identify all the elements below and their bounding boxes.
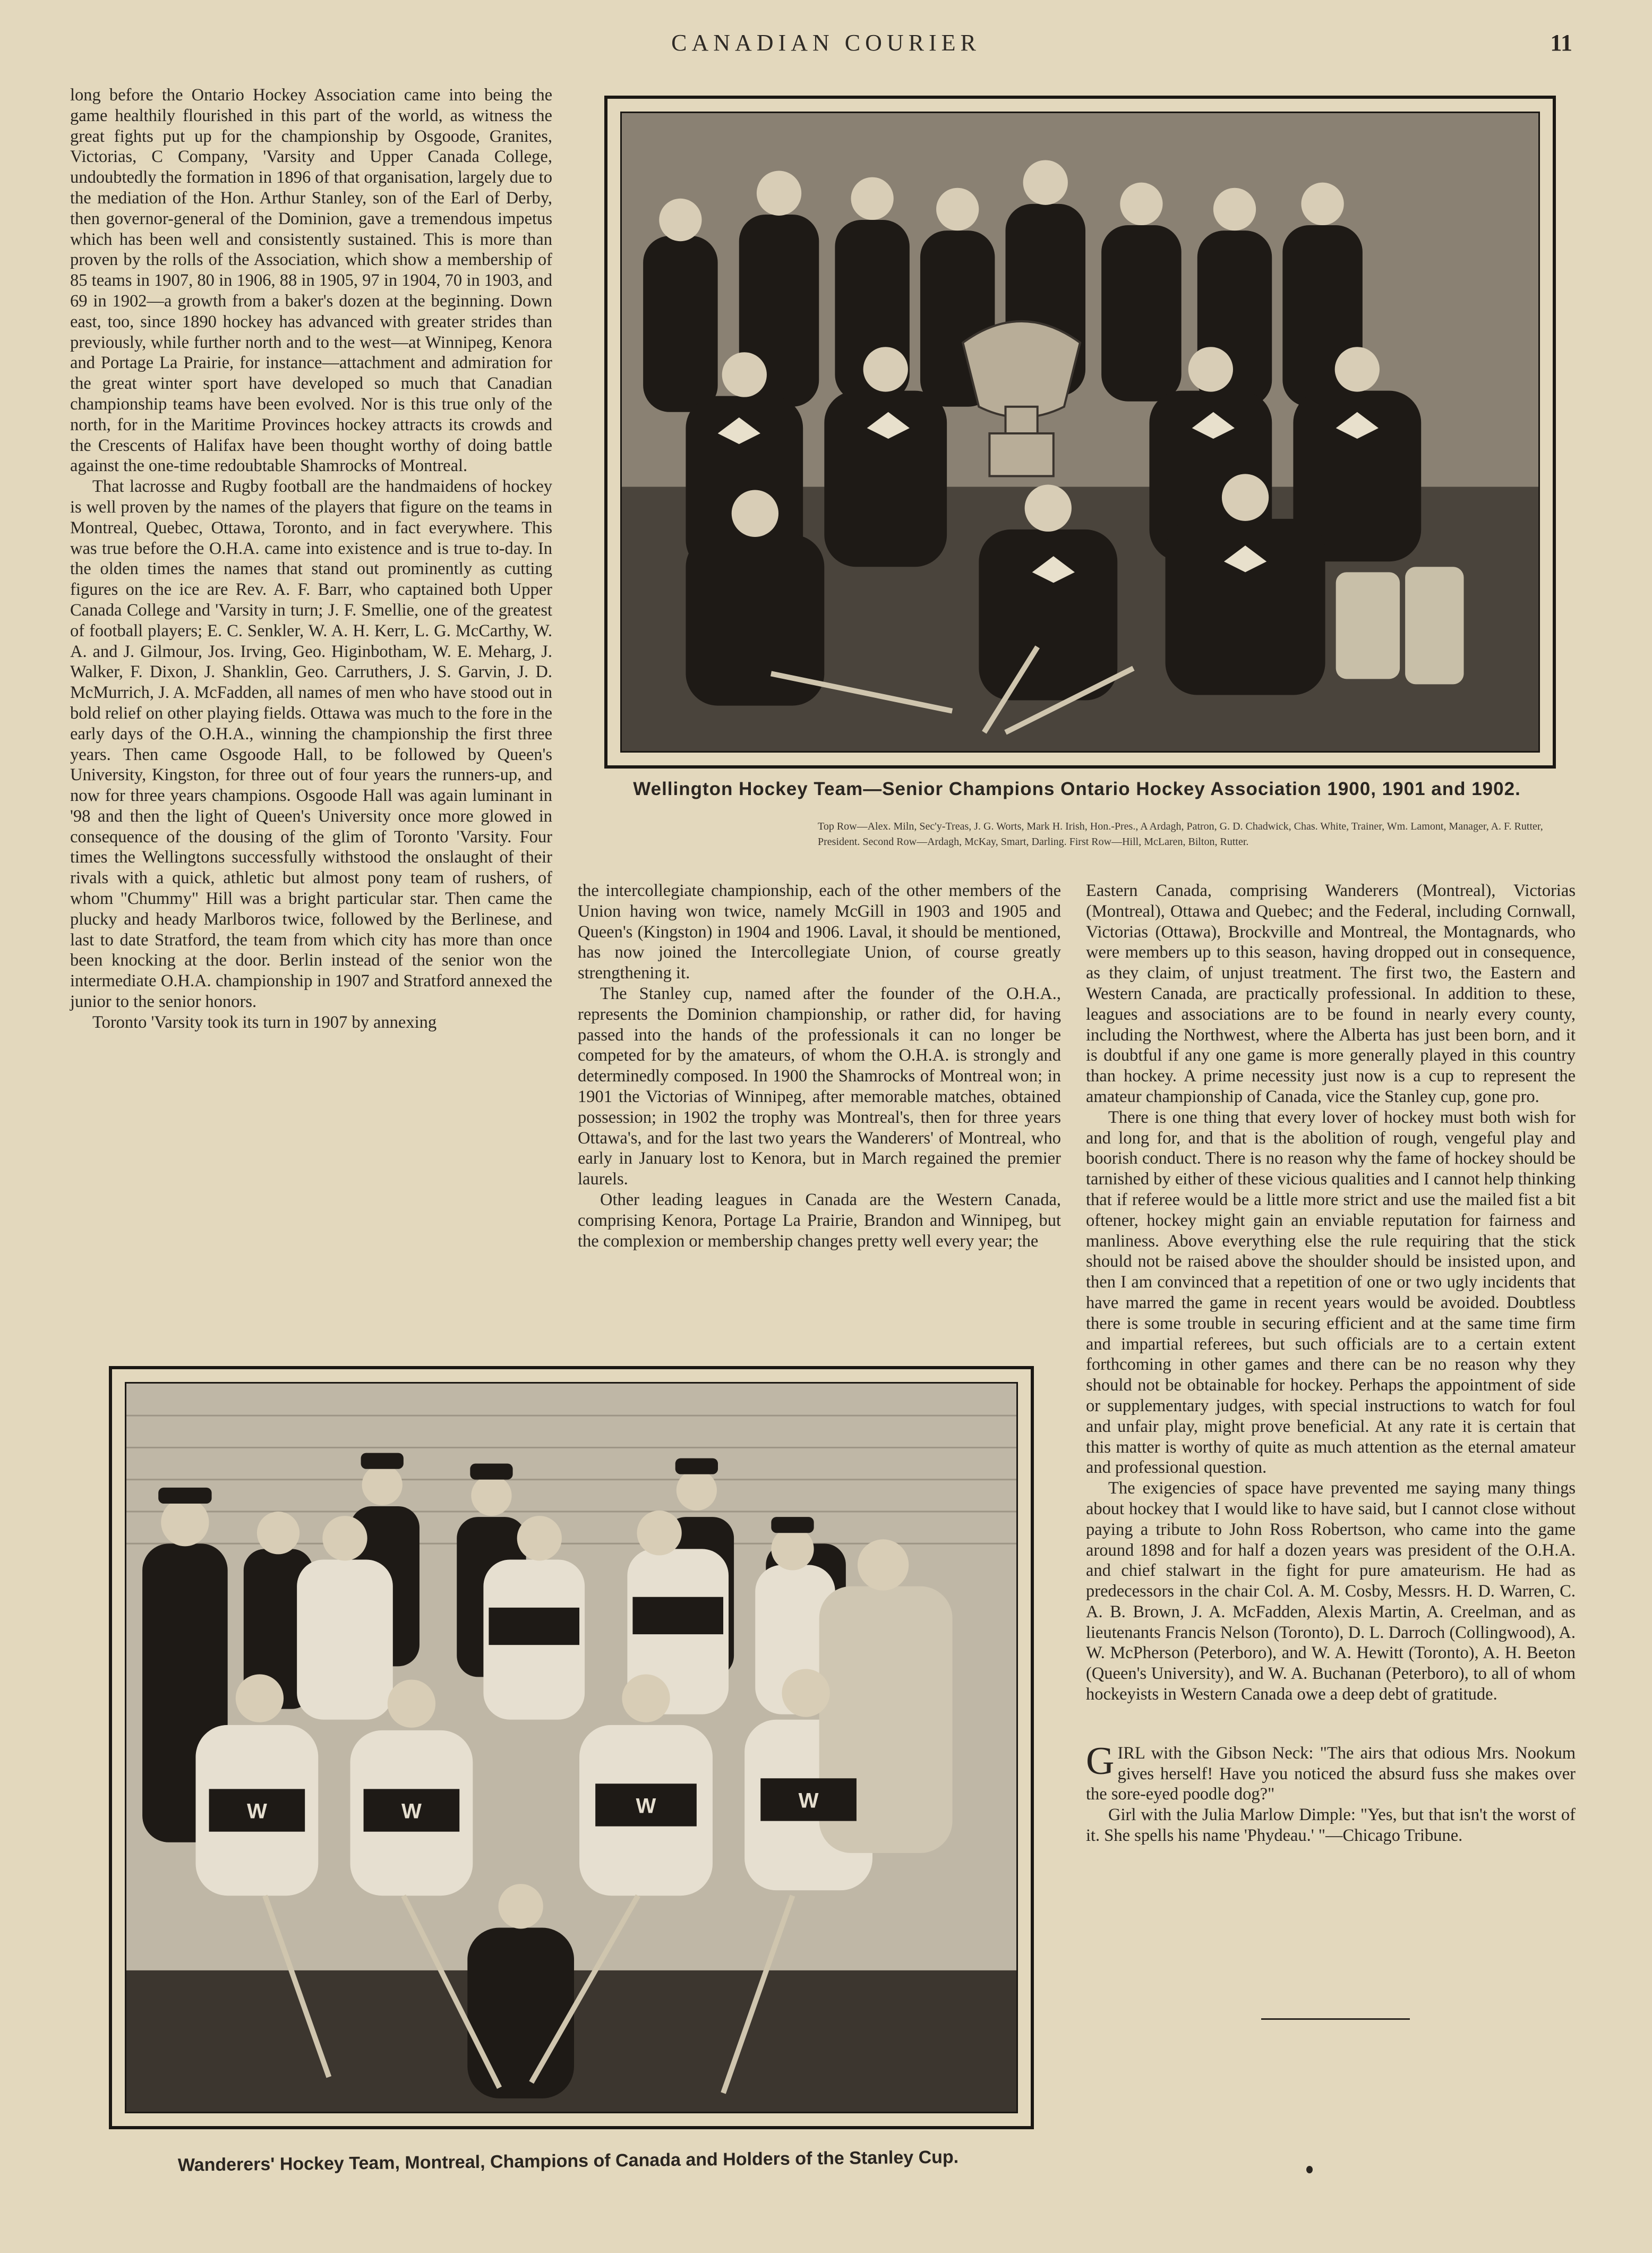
- paragraph: Other leading leagues in Canada are the Western Canada, comprising Kenora, Portage La Prairie, Brandon and Winnipeg, but the complexion or membership changes pretty well every year; the: [578, 1190, 1061, 1251]
- wanderers-team-photo: [109, 1366, 1034, 2129]
- section-divider: [1261, 2018, 1410, 2020]
- photo1-names: Top Row—Alex. Miln, Sec'y-Treas, J. G. Worts, Mark H. Irish, Hon.-Pres., A Ardagh, Patron, G. D. Chadwick, Chas. White, Trainer, Wm. Lamont, Manager, A. F. Rutter, President. Second Row—Ardagh, McKay, Smart, Darling. First Row—Hill, McLaren, Bilton, Rutter.: [818, 821, 1543, 848]
- paragraph: The exigencies of space have prevented me saying many things about hockey that I would like to have said, but I cannot close without paying a tribute to John Ross Robertson, who came into the game around 1898 and for half a dozen years was president of the O.H.A. and chief stalwart in the fight for pure amateurism. He had as predecessors in the chair Col. A. M. Cosby, Messrs. H. D. Warren, C. A. B. Brown, J. A. McFadden, Alexis Martin, A. Creelman, and as lieutenants Francis Nelson (Toronto), D. L. Darroch (Collingwood), A. W. McPherson (Peterboro), and W. A. Hewitt (Toronto), A. H. Beeton (Queen's University), and W. A. Buchanan (Peterboro), to all of whom hockeyists in Western Canada owe a deep debt of gratitude.: [1086, 1479, 1576, 1704]
- wellington-team-photo: [604, 96, 1556, 769]
- paragraph: There is one thing that every lover of hockey must both wish for and long for, and that is the abolition of rough, vengeful play and boorish conduct. There is no reason why the fame of hockey should be tarnished by either of these vicious qualities and I cannot help thinking that if referee would be a little more strict and use the mailed fist a bit oftener, hockey might gain an enviable reputation for fairness and manliness. Above everything else the rule requiring that the stick should not be raised above the shoulder should be insisted upon, and then I am convinced that a repetition of one or two ugly incidents that have marred the game in recent years would be avoided. Doubtless there is some trouble in securing efficient and at the same time firm and impartial referees, but such officials are to a certain extent forthcoming in other games and there can be no reason why they should not be obtainable for hockey. Perhaps the appointment of side or supplementary judges, with special instructions to watch for foul and unfair play, might prove beneficial. At any rate it is certain that this matter is worthy of quite as much attention as the eternal amateur and professional question.: [1086, 1107, 1576, 1478]
- photo2-caption: Wanderers' Hockey Team, Montreal, Champions of Canada and Holders of the Stanley Cup.: [177, 2147, 959, 2175]
- article-column-1: [70, 85, 552, 1033]
- svg-text:W: W: [798, 1788, 819, 1813]
- joke-paragraph: Girl with the Julia Marlow Dimple: "Yes, but that isn't the worst of it. She spells his name 'Phydeau.' "—Chicago Tribune.: [1086, 1805, 1576, 1846]
- photo-image: [620, 112, 1540, 753]
- page-header: [0, 29, 1652, 61]
- team-photo-illustration: [126, 1384, 1016, 2112]
- section-spacer: [1086, 1705, 1576, 1743]
- paragraph: long before the Ontario Hockey Association came into being the game healthily flourished in this part of the world, as witness the great fights put up for the championship by Osgoode, Granites, Victorias, C Company, 'Varsity and Upper Canada College, undoubtedly the formation in 1896 of that organisation, largely due to the mediation of the Hon. Arthur Stanley, son of the Earl of Derby, then governor-general of the Dominion, gave a tremendous impetus which has been well and consistently sustained. This is more than proven by the rolls of the Association, which show a membership of 85 teams in 1907, 80 in 1906, 88 in 1905, 97 in 1904, 70 in 1903, and 69 in 1902—a growth from a baker's dozen at the beginning. Down east, too, since 1890 hockey has advanced with greater strides than previously, while further north and to the west—at Winnipeg, Kenora and Portage La Prairie, for instance—attachment and admiration for the great winter sport have developed so much that Canadian championship teams have been evolved. Nor is this true only of the north, for in the Maritime Provinces hockey attracts its crowds and the Crescents of Halifax have been thought worthy of doing battle against the one-time redoubtable Shamrocks of Montreal.: [70, 86, 552, 476]
- joke-text: IRL with the Gibson Neck: "The airs that odious Mrs. Nookum gives herself! Have you noticed the absurd fuss she makes over the sore-eyed poodle dog?": [1086, 1743, 1576, 1804]
- joke-paragraph: [1086, 1739, 1576, 1805]
- paragraph: the intercollegiate championship, each of the other members of the Union having won twice, namely McGill in 1903 and 1905 and Queen's (Kingston) in 1904 and 1906. Laval, it should be mentioned, has now joined the Intercollegiate Union, of course greatly strengthening it.: [578, 881, 1061, 983]
- end-mark: [1306, 2166, 1313, 2173]
- drop-cap: G: [1086, 1739, 1115, 1783]
- paragraph: Toronto 'Varsity took its turn in 1907 by annexing: [92, 1012, 437, 1032]
- article-column-3: [1086, 881, 1576, 1846]
- svg-text:W: W: [401, 1799, 422, 1823]
- svg-text:W: W: [636, 1794, 656, 1818]
- paragraph: The Stanley cup, named after the founder of the O.H.A., represents the Dominion championship, or rather did, for having passed into the hands of the professionals it can no longer be competed for by the amateurs, of whom the O.H.A. is strongly and determinedly composed. In 1900 the Shamrocks of Montreal won; in 1901 the Victorias of Winnipeg, after memorable matches, obtained possession; in 1902 the trophy was Montreal's, then for three years Ottawa's, and for the last two years the Wanderers' of Montreal, who early in January lost to Kenora, but in March regained the premier laurels.: [578, 984, 1061, 1189]
- masthead: CANADIAN COURIER: [671, 30, 981, 56]
- paragraph: Eastern Canada, comprising Wanderers (Montreal), Victorias (Montreal), Ottawa and Quebec; and the Federal, including Cornwall, Victorias (Ottawa), Brockville and Montreal, the Montagnards, who were members up to this season, having dropped out in consequence, as they claim, of unjust treatment. The first two, the Eastern and Western Canada, are practically professional. In addition to these, leagues and associations are to be found in nearly every county, including the Northwest, where the Alberta has just been born, and it is doubtful if any one game is more generally played in this country than hockey. A prime necessity just now is a cup to represent the amateur championship of Canada, vice the Stanley cup, gone pro.: [1086, 881, 1576, 1106]
- svg-text:W: W: [246, 1799, 267, 1823]
- article-column-2: [578, 881, 1061, 1251]
- photo1-caption: Wellington Hockey Team—Senior Champions Ontario Hockey Association 1900, 1901 and 1902.: [633, 779, 1521, 799]
- page-number: 11: [1550, 30, 1572, 56]
- photo-image: [125, 1382, 1018, 2113]
- team-photo-illustration: [622, 113, 1538, 751]
- paragraph: That lacrosse and Rugby football are the handmaidens of hockey is well proven by the names of the players that figure on the teams in Montreal, Quebec, Ottawa, Toronto, and in fact everywhere. This was true before the O.H.A. came into existence and is true to-day. In the olden times the names that stand out prominently as cutting figures on the ice are Rev. A. F. Barr, who captained both Upper Canada College and 'Varsity in turn; J. F. Smellie, one of the greatest of football players; E. C. Senkler, W. A. H. Kerr, L. G. McCarthy, W. A. and J. Gilmour, Jos. Irving, Geo. Higinbotham, W. E. Meharg, J. Walker, F. Dixon, J. Shanklin, Geo. Carruthers, J. S. Garvin, J. D. McMurrich, J. A. McFadden, all names of men who have stood out in bold relief on other playing fields. Ottawa was much to the fore in the early days of the O.H.A., winning the championship the first three years. Then came Osgoode Hall, to be followed by Queen's University, Kingston, for three out of four years the runners-up, and now for three years champions. Osgoode Hall was again luminant in '98 and then the light of Queen's University once more glowed in consequence of the dousing of the glim of Toronto 'Varsity. Four times the Wellingtons successfully withstood the onslaught of their rivals with a quick, athletic but almost pony team of rushers, of whom "Chummy" Hill was a bright particular star. Then came the plucky and heady Marlboros twice, followed by the Berlinese, and last to date Stratford, the team from which city has more than once been knocking at the door. Berlin instead of the senior won the intermediate O.H.A. championship in 1907 and Stratford annexed the junior to the senior honors.: [70, 477, 552, 1012]
